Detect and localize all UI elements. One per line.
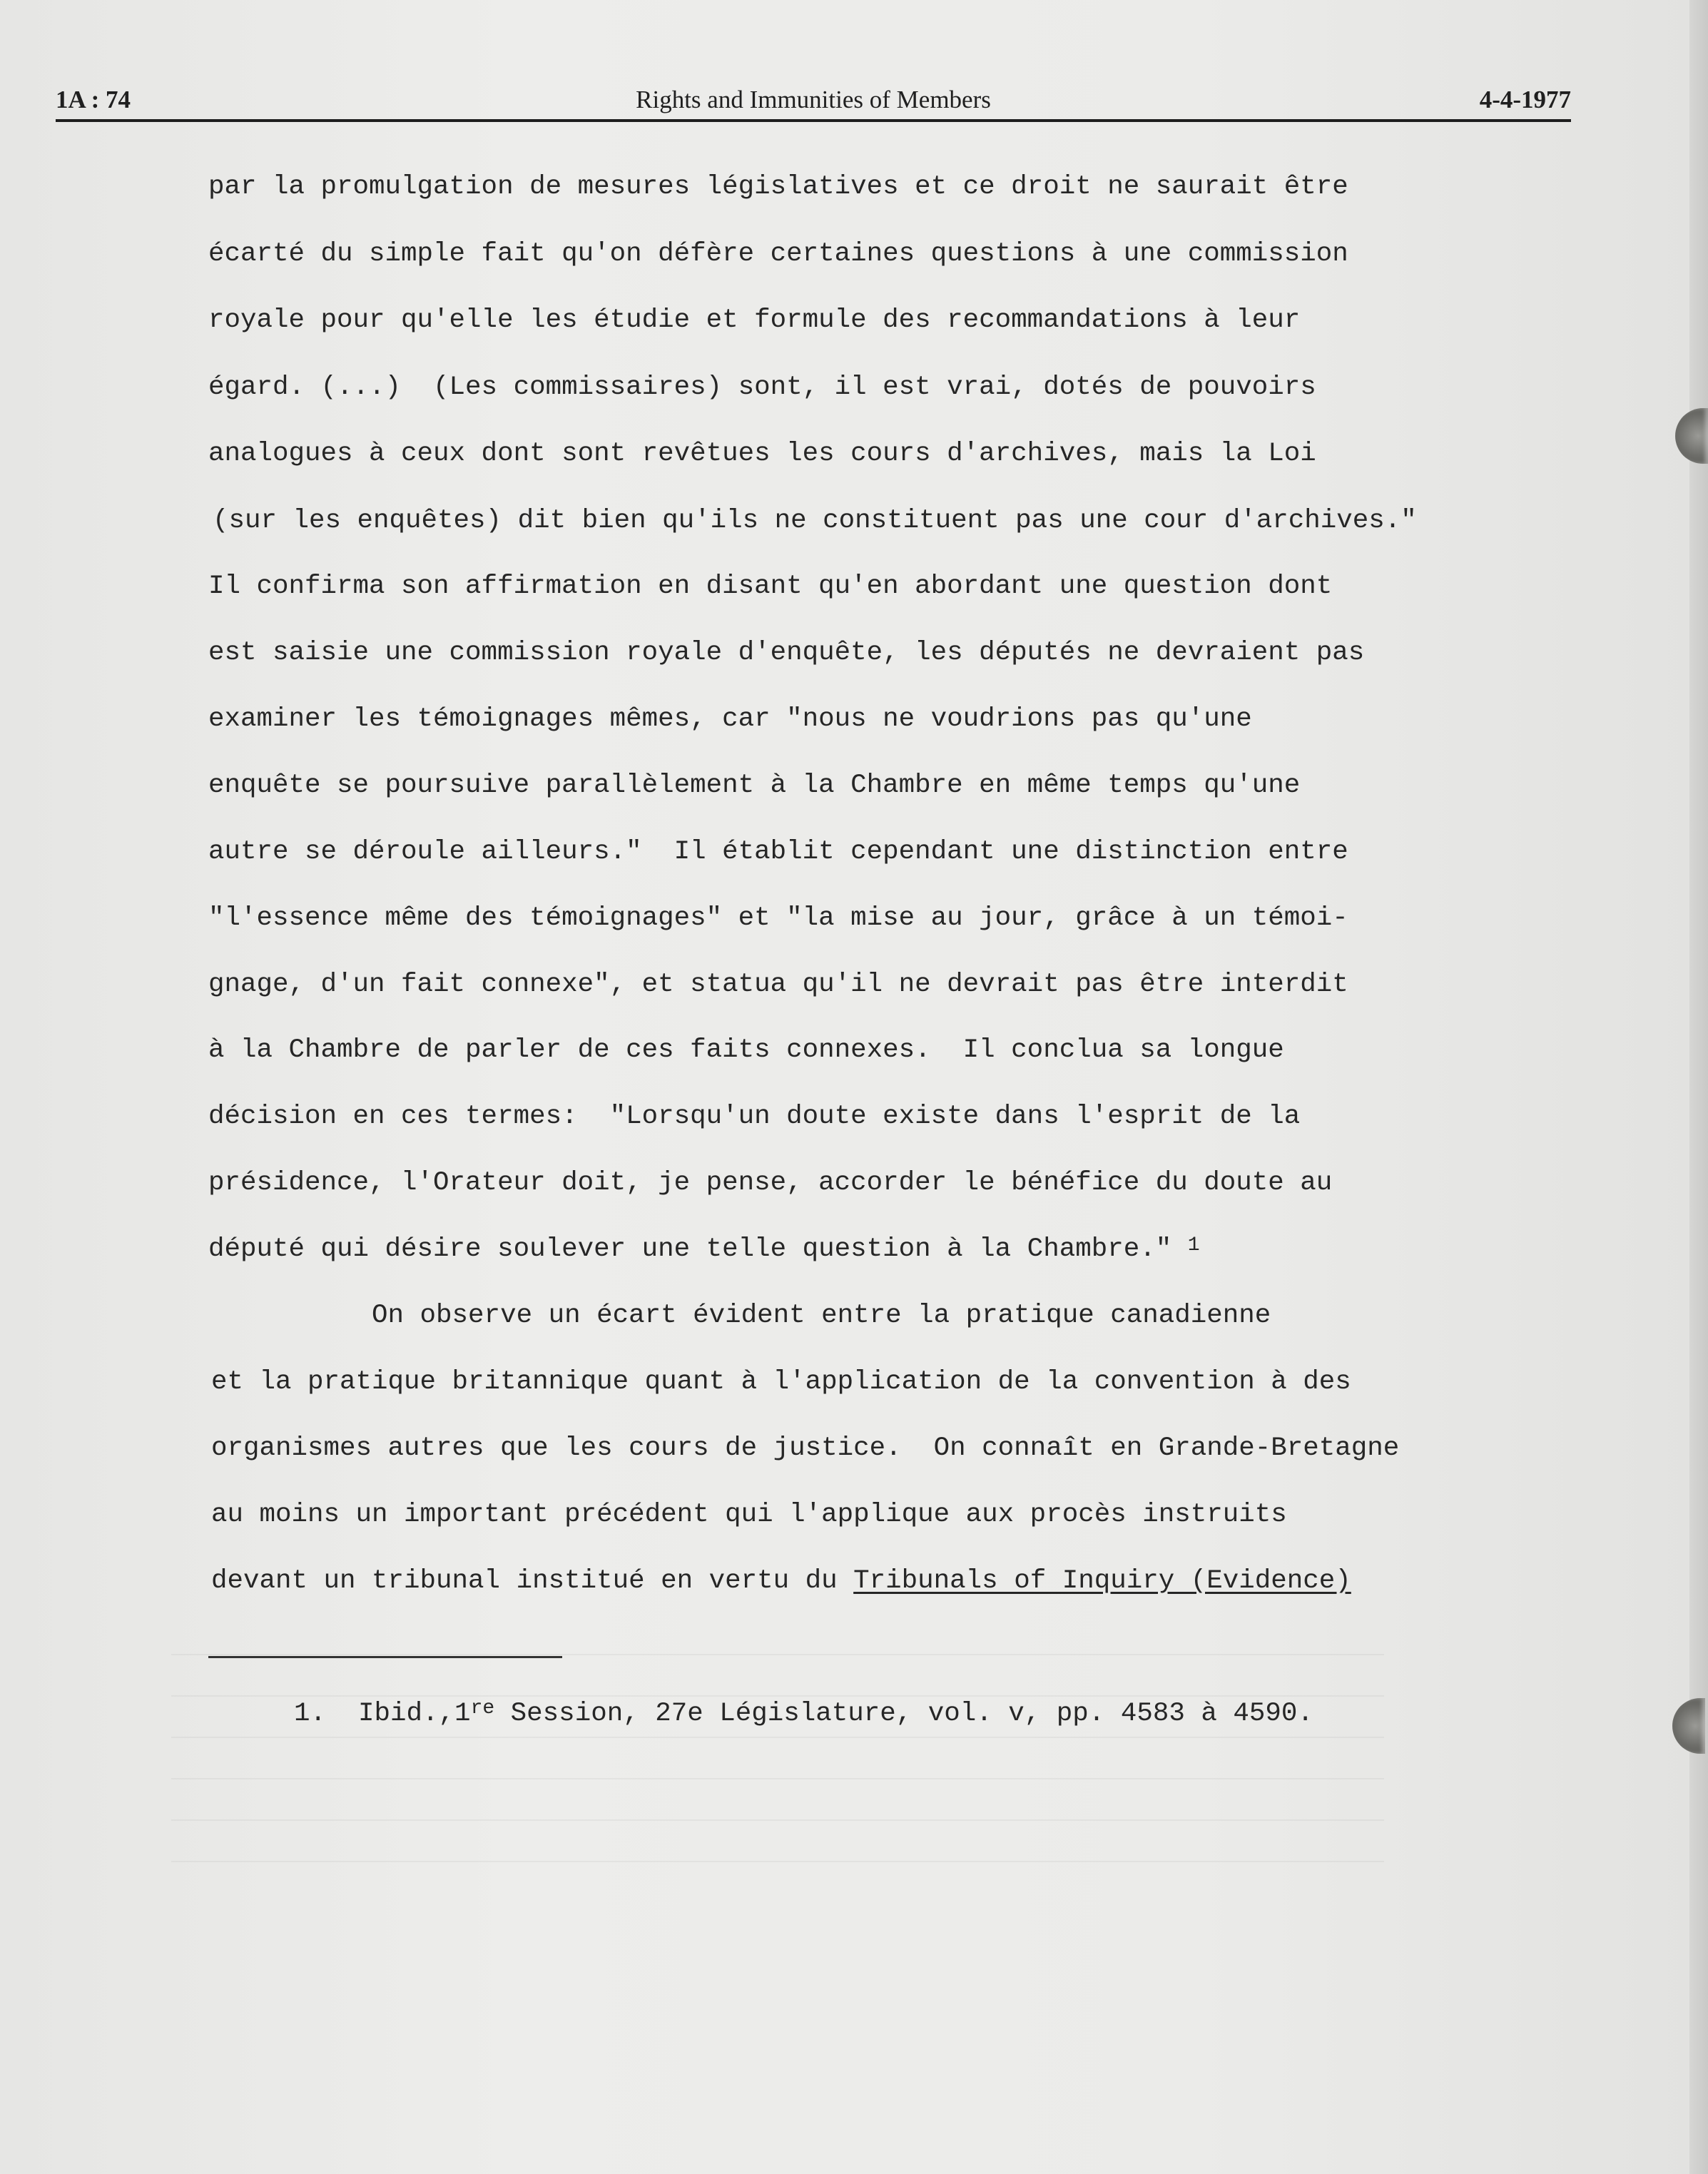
footnote-superscript: re — [470, 1697, 495, 1720]
body-line: royale pour qu'elle les étudie et formule des recommandations à leur — [208, 305, 1301, 335]
footnote-number: 1. — [294, 1699, 327, 1729]
page-number-label: 1A : 74 — [56, 86, 131, 113]
body-line: enquête se poursuive parallèlement à la Chambre en même temps qu'une — [208, 771, 1301, 801]
body-line: par la promulgation de mesures législatives et ce droit ne saurait être — [208, 172, 1348, 202]
footnote-text-end: Session, 27e Législature, vol. v, pp. 4583 à 4590. — [494, 1699, 1313, 1729]
binder-hole-top — [1675, 408, 1708, 464]
body-line: décision en ces termes: "Lorsqu'un doute existe dans l'esprit de la — [208, 1102, 1301, 1132]
body-line: à la Chambre de parler de ces faits connexes. Il conclua sa longue — [208, 1035, 1284, 1065]
running-title: Rights and Immunities of Members — [636, 86, 991, 113]
body-line: "l'essence même des témoignages" et "la mise au jour, grâce à un témoi- — [208, 903, 1348, 933]
paragraph-first-line: On observe un écart évident entre la pratique canadienne — [211, 1301, 1271, 1331]
statute-title: Tribunals of Inquiry (Evidence) — [853, 1566, 1351, 1596]
body-line: examiner les témoignages mêmes, car "nous ne voudrions pas qu'une — [208, 704, 1252, 734]
body-line: présidence, l'Orateur doit, je pense, accorder le bénéfice du doute au — [208, 1168, 1333, 1198]
page-edge-shadow — [1689, 0, 1708, 2174]
body-line: autre se déroule ailleurs." Il établit cependant une distinction entre — [208, 837, 1348, 867]
header-rule — [56, 119, 1571, 122]
footnote-separator — [208, 1656, 562, 1658]
footnote — [294, 1692, 1313, 1737]
footnote-text-start: Ibid.,1 — [358, 1699, 471, 1729]
body-line: est saisie une commission royale d'enquête, les députés ne devraient pas — [208, 638, 1365, 668]
body-line: gnage, d'un fait connexe", et statua qu'il ne devrait pas être interdit — [208, 970, 1348, 1000]
body-line: organismes autres que les cours de justice. On connaît en Grande-Bretagne — [211, 1433, 1400, 1463]
body-line-text: député qui désire soulever une telle question à la Chambre." — [208, 1234, 1188, 1264]
footnote-reference: 1 — [1187, 1234, 1200, 1256]
body-line-with-note — [208, 1228, 1200, 1271]
body-line-with-title — [211, 1560, 1351, 1602]
body-line: (sur les enquêtes) dit bien qu'ils ne constituent pas une cour d'archives." — [213, 506, 1417, 536]
header-date: 4-4-1977 — [1479, 86, 1571, 113]
binder-hole-bottom — [1672, 1698, 1705, 1754]
page-header — [56, 80, 1571, 123]
body-line: au moins un important précédent qui l'applique aux procès instruits — [211, 1500, 1287, 1530]
body-line-text: devant un tribunal institué en vertu du — [211, 1566, 854, 1596]
body-line: analogues à ceux dont sont revêtues les cours d'archives, mais la Loi — [208, 439, 1316, 469]
body-line: égard. (...) (Les commissaires) sont, il est vrai, dotés de pouvoirs — [208, 372, 1316, 402]
body-line: Il confirma son affirmation en disant qu'en abordant une question dont — [208, 572, 1333, 601]
bleed-through-texture — [171, 1627, 1384, 1862]
body-line: écarté du simple fait qu'on défère certaines questions à une commission — [208, 239, 1348, 269]
body-line: et la pratique britannique quant à l'application de la convention à des — [211, 1367, 1351, 1397]
